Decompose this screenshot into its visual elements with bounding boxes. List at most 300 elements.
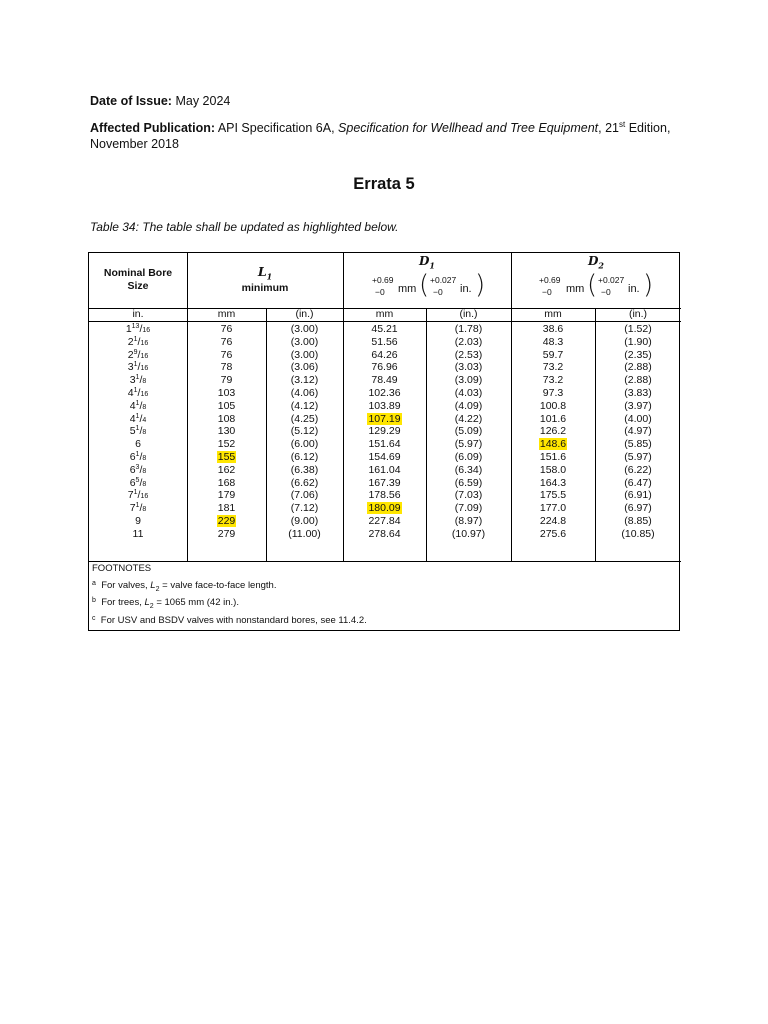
d2-tol-mm-minus: −0	[542, 287, 552, 297]
d2-mm-cell	[511, 528, 595, 541]
l1-in-value: (4.12)	[290, 399, 319, 412]
d2-mm-cell	[511, 374, 595, 387]
footnote-a-sub: 2	[155, 585, 160, 593]
d2-mm-value: 275.6	[539, 527, 567, 540]
footnote-c-mark: c	[92, 615, 96, 622]
nominal-whole: 2	[127, 348, 134, 361]
d2-in-value: (1.90)	[624, 335, 652, 348]
fraction-slash: /	[139, 425, 143, 438]
d1-mm-cell	[343, 502, 426, 515]
d2-tol-in-plus: +0.027	[598, 275, 625, 285]
d1-in-value: (2.03)	[454, 335, 483, 348]
column-d2-mm	[511, 323, 595, 541]
l1-mm-cell	[187, 515, 266, 528]
nominal-denominator: 8	[142, 429, 147, 437]
d1-mm-cell	[343, 413, 426, 426]
nominal-whole: 4	[129, 399, 136, 412]
d1-in-cell	[426, 489, 511, 502]
l1-mm-cell	[187, 336, 266, 349]
column-d2-in	[595, 323, 681, 541]
l1-in-cell	[266, 323, 343, 336]
l1-mm-cell	[187, 425, 266, 438]
nominal-header-line2: Size	[127, 280, 149, 292]
nominal-whole: 6	[135, 438, 141, 451]
l1-mm-value: 179	[217, 489, 236, 502]
d1-tol-in-unit: in.	[460, 283, 472, 295]
nominal-denominator: 8	[142, 506, 147, 514]
nominal-denominator: 16	[142, 327, 151, 334]
d2-mm-cell	[511, 477, 595, 490]
d2-mm-value: 59.7	[542, 348, 564, 361]
d1-in-value: (6.09)	[454, 450, 483, 463]
d1-mm-cell	[343, 374, 426, 387]
nominal-bore-cell	[89, 477, 187, 490]
d2-mm-value: 175.5	[539, 489, 567, 502]
nominal-numerator: 3	[135, 463, 140, 471]
l1-mm-cell	[187, 489, 266, 502]
d2-in-cell	[595, 361, 681, 374]
d1-in-value: (5.97)	[454, 438, 483, 451]
publication-title: Specification for Wellhead and Tree Equipment	[338, 121, 599, 135]
footnote-a	[92, 580, 276, 593]
fraction-slash: /	[137, 489, 141, 502]
date-of-issue	[90, 93, 230, 109]
l1-in-cell	[266, 361, 343, 374]
date-of-issue-label: Date of Issue:	[90, 94, 172, 108]
publication-edition-num: 21	[605, 121, 619, 135]
nominal-bore-cell	[89, 413, 187, 426]
d1-in-value: (4.22)	[454, 412, 483, 425]
nominal-numerator: 1	[135, 412, 140, 420]
d2-mm-value: 224.8	[539, 514, 567, 527]
nominal-denominator: 16	[140, 352, 149, 360]
l1-in-value: (9.00)	[290, 514, 319, 527]
d2-sub: 2	[598, 260, 604, 271]
l1-in-cell	[266, 349, 343, 362]
l1-mm-cell	[187, 502, 266, 515]
date-of-issue-value: May 2024	[175, 94, 231, 108]
d1-mm-value: 151.64	[368, 438, 401, 451]
fraction-slash: /	[139, 476, 143, 489]
d1-in-value: (7.03)	[454, 489, 483, 502]
l1-mm-value: 76	[220, 348, 233, 361]
d1-mm-value: 167.39	[368, 476, 401, 489]
nominal-whole: 11	[132, 527, 144, 540]
footnotes-label: FOOTNOTES	[92, 563, 152, 574]
d1-mm-cell	[343, 387, 426, 400]
l1-in-cell	[266, 502, 343, 515]
nominal-denominator: 8	[142, 454, 147, 462]
d2-symbol: D	[588, 254, 599, 268]
d2-in-cell	[595, 464, 681, 477]
column-d1-mm	[343, 323, 426, 541]
d2-mm-cell	[511, 464, 595, 477]
d1-paren-close: )	[475, 270, 486, 300]
d1-in-cell	[426, 451, 511, 464]
d2-in-value: (1.52)	[624, 323, 652, 335]
nominal-numerator: 1	[135, 502, 140, 510]
d1-in-cell	[426, 502, 511, 515]
d2-mm-value: 38.6	[542, 323, 564, 335]
column-l1-in	[266, 323, 343, 541]
d1-mm-value: 78.49	[371, 374, 398, 387]
l1-in-cell	[266, 477, 343, 490]
nominal-bore-cell	[89, 515, 187, 528]
d1-mm-value: 178.56	[368, 489, 401, 502]
fraction-slash: /	[137, 386, 141, 399]
fraction-slash: /	[137, 348, 141, 361]
column-d1-in	[426, 323, 511, 541]
d2-mm-value: 73.2	[542, 374, 564, 387]
l1-mm-value: 155	[217, 450, 236, 463]
fraction-slash: /	[137, 361, 141, 374]
d1-in-value: (6.59)	[454, 476, 483, 489]
nominal-whole: 4	[129, 412, 136, 425]
nominal-whole: 6	[129, 463, 136, 476]
l1-mm-cell	[187, 528, 266, 541]
l1-in-value: (6.00)	[290, 438, 319, 451]
d2-in-cell	[595, 528, 681, 541]
d2-in-value: (2.88)	[624, 361, 652, 374]
d2-mm-value: 48.3	[542, 335, 564, 348]
d2-in-value: (4.00)	[624, 412, 652, 425]
footnote-b-pre: For trees,	[101, 597, 142, 608]
d1-in-cell	[426, 477, 511, 490]
d2-in-cell	[595, 451, 681, 464]
nominal-bore-cell	[89, 349, 187, 362]
d2-tol-in-unit: in.	[628, 283, 640, 295]
l1-in-value: (6.62)	[290, 476, 319, 489]
l1-in-cell	[266, 374, 343, 387]
l1-mm-cell	[187, 361, 266, 374]
d1-tol-mm	[372, 274, 394, 298]
publication-date: November 2018	[90, 137, 179, 151]
nominal-denominator: 8	[142, 378, 147, 386]
d1-in-value: (4.03)	[454, 386, 483, 399]
d1-in-value: (6.34)	[454, 463, 483, 476]
unit-nominal: in.	[132, 308, 144, 320]
d1-tol-in-plus: +0.027	[430, 275, 457, 285]
d2-in-cell	[595, 336, 681, 349]
nominal-denominator: 16	[140, 390, 149, 398]
l1-mm-cell	[187, 451, 266, 464]
l1-in-value: (4.25)	[290, 412, 319, 425]
unit-l1-mm: mm	[217, 308, 236, 320]
d2-in-cell	[595, 374, 681, 387]
fraction-slash: /	[139, 412, 143, 425]
l1-mm-cell	[187, 374, 266, 387]
footnote-c-text: For USV and BSDV valves with nonstandard bores, see 11.4.2.	[100, 615, 367, 626]
d1-in-value: (5.09)	[454, 425, 483, 438]
nominal-whole: 1	[125, 323, 132, 335]
d1-in-cell	[426, 515, 511, 528]
nominal-numerator: 5	[135, 476, 140, 484]
d1-in-value: (8.97)	[454, 514, 483, 527]
d2-tol-mm	[539, 274, 561, 298]
nominal-bore-cell	[89, 387, 187, 400]
d1-mm-value: 107.19	[368, 412, 401, 425]
nominal-bore-cell	[89, 489, 187, 502]
nominal-numerator: 1	[133, 386, 138, 394]
d2-in-value: (4.97)	[624, 425, 652, 438]
d2-mm-value: 73.2	[542, 361, 564, 374]
d1-in-cell	[426, 413, 511, 426]
unit-d2-in: (in.)	[628, 308, 648, 320]
d2-tol-in	[598, 274, 624, 298]
d1-in-cell	[426, 349, 511, 362]
d1-in-value: (1.78)	[454, 323, 483, 335]
d2-in-cell	[595, 425, 681, 438]
rule-units-bottom	[89, 321, 681, 322]
d2-mm-value: 148.6	[539, 438, 567, 451]
l1-mm-value: 76	[220, 323, 233, 335]
d2-mm-cell	[511, 502, 595, 515]
nominal-denominator: 4	[142, 416, 147, 424]
nominal-denominator: 8	[142, 467, 147, 475]
l1-in-value: (3.12)	[290, 374, 319, 387]
nominal-bore-cell	[89, 502, 187, 515]
d2-in-cell	[595, 477, 681, 490]
d1-mm-cell	[343, 336, 426, 349]
l1-mm-value: 168	[217, 476, 236, 489]
d2-in-cell	[595, 387, 681, 400]
d1-mm-value: 161.04	[368, 463, 401, 476]
d1-in-value: (4.09)	[454, 399, 483, 412]
l1-in-cell	[266, 451, 343, 464]
fraction-slash: /	[139, 323, 143, 335]
l1-in-value: (5.12)	[290, 425, 319, 438]
d2-mm-value: 177.0	[539, 502, 567, 515]
nominal-numerator: 1	[133, 361, 138, 369]
d1-in-value: (10.97)	[451, 527, 486, 540]
d2-mm-cell	[511, 387, 595, 400]
d2-mm-cell	[511, 515, 595, 528]
l1-mm-value: 105	[217, 399, 236, 412]
l1-in-cell	[266, 425, 343, 438]
l1-mm-value: 229	[217, 514, 236, 527]
d1-in-cell	[426, 387, 511, 400]
d2-in-value: (2.35)	[624, 348, 652, 361]
d2-tol-in-minus: −0	[601, 287, 611, 297]
l1-mm-value: 76	[220, 335, 233, 348]
footnote-a-sym: L	[150, 580, 156, 591]
d1-mm-value: 45.21	[371, 323, 398, 335]
nominal-bore-header	[89, 267, 187, 293]
d1-in-cell	[426, 336, 511, 349]
nominal-whole: 7	[129, 502, 136, 515]
d1-tol-in	[430, 274, 456, 298]
fraction-slash: /	[139, 463, 143, 476]
nominal-bore-cell	[89, 361, 187, 374]
unit-d1-in: (in.)	[459, 308, 478, 320]
d2-mm-cell	[511, 489, 595, 502]
l1-in-value: (3.00)	[290, 348, 319, 361]
d1-in-cell	[426, 361, 511, 374]
d1-paren-open: (	[419, 270, 430, 300]
d2-paren-close: )	[643, 270, 654, 300]
l1-in-cell	[266, 400, 343, 413]
d2-mm-value: 101.6	[539, 412, 567, 425]
l1-mm-value: 103	[217, 386, 236, 399]
d2-in-cell	[595, 349, 681, 362]
d1-mm-cell	[343, 489, 426, 502]
nominal-whole: 5	[129, 425, 136, 438]
l1-in-cell	[266, 515, 343, 528]
d2-mm-cell	[511, 361, 595, 374]
d1-in-cell	[426, 464, 511, 477]
nominal-bore-cell	[89, 374, 187, 387]
d2-in-value: (6.97)	[624, 502, 652, 515]
l1-mm-cell	[187, 387, 266, 400]
nominal-denominator: 16	[140, 493, 149, 501]
d1-mm-cell	[343, 349, 426, 362]
l1-in-cell	[266, 438, 343, 451]
d2-in-cell	[595, 400, 681, 413]
l1-in-value: (11.00)	[288, 527, 321, 540]
footnote-a-mark: a	[92, 580, 96, 587]
l1-mm-cell	[187, 400, 266, 413]
d2-in-value: (8.85)	[624, 514, 652, 527]
d1-mm-cell	[343, 477, 426, 490]
column-nominal-bore	[89, 323, 187, 541]
d1-mm-cell	[343, 323, 426, 336]
affected-publication-label: Affected Publication:	[90, 121, 216, 135]
l1-mm-value: 78	[220, 361, 233, 374]
affected-publication: Affected Publication: API Specification 6A, Specification for Wellhead and Tree Equipment, 21st Edition, November 2018	[90, 120, 671, 151]
d1-mm-value: 102.36	[368, 386, 401, 399]
d1-header-symbol	[343, 254, 511, 270]
d1-in-value: (3.03)	[454, 361, 483, 374]
nominal-numerator: 13	[131, 323, 140, 330]
d2-in-cell	[595, 438, 681, 451]
nominal-numerator: 1	[135, 399, 140, 407]
d1-sub: 1	[429, 260, 435, 271]
d1-mm-cell	[343, 438, 426, 451]
nominal-whole: 3	[127, 361, 134, 374]
nominal-bore-cell	[89, 528, 187, 541]
unit-l1-in: (in.)	[295, 308, 314, 320]
footnote-b	[92, 597, 239, 610]
l1-in-value: (6.38)	[290, 463, 319, 476]
nominal-numerator: 1	[135, 374, 140, 382]
l1-in-cell	[266, 413, 343, 426]
l1-mm-cell	[187, 323, 266, 336]
d1-mm-value: 76.96	[371, 361, 398, 374]
d2-mm-value: 164.3	[539, 476, 567, 489]
l1-mm-cell	[187, 477, 266, 490]
d2-mm-cell	[511, 451, 595, 464]
fraction-slash: /	[137, 335, 141, 348]
d1-in-value: (3.09)	[454, 374, 483, 387]
d1-mm-cell	[343, 361, 426, 374]
d1-tol-mm-plus: +0.69	[372, 275, 394, 285]
footnote-b-mark: b	[92, 597, 96, 604]
d1-mm-cell	[343, 515, 426, 528]
publication-edition-sup: st	[619, 120, 626, 129]
d2-in-value: (5.85)	[624, 438, 652, 451]
nominal-bore-cell	[89, 400, 187, 413]
nominal-denominator: 16	[140, 365, 149, 373]
d1-mm-value: 227.84	[368, 514, 401, 527]
d2-mm-value: 97.3	[542, 386, 564, 399]
d1-in-cell	[426, 374, 511, 387]
d1-tol-mm-unit: mm	[398, 283, 417, 295]
d2-in-cell	[595, 489, 681, 502]
l1-mm-value: 108	[217, 412, 236, 425]
l1-in-value: (3.00)	[290, 335, 319, 348]
l1-mm-cell	[187, 438, 266, 451]
d2-mm-cell	[511, 425, 595, 438]
nominal-whole: 4	[127, 386, 134, 399]
d2-mm-value: 151.6	[539, 450, 567, 463]
unit-d2-mm: mm	[544, 308, 562, 320]
d2-in-value: (2.88)	[624, 374, 652, 387]
footnote-b-sym: L	[144, 597, 150, 608]
table-caption: Table 34: The table shall be updated as highlighted below.	[90, 220, 399, 234]
l1-minimum-label: minimum	[241, 282, 289, 294]
nominal-whole: 9	[135, 514, 141, 527]
nominal-bore-cell	[89, 438, 187, 451]
nominal-whole: 6	[129, 476, 136, 489]
rule-body-bottom	[89, 561, 681, 562]
d2-in-value: (6.22)	[624, 463, 652, 476]
d1-in-value: (2.53)	[454, 348, 483, 361]
d2-in-value: (6.91)	[624, 489, 652, 502]
d2-in-value: (10.85)	[621, 527, 655, 540]
d2-in-value: (5.97)	[624, 450, 652, 463]
nominal-header-line1: Nominal Bore	[103, 267, 173, 279]
l1-mm-cell	[187, 464, 266, 477]
d2-in-value: (3.97)	[624, 399, 652, 412]
d2-mm-cell	[511, 336, 595, 349]
nominal-denominator: 8	[142, 480, 147, 488]
l1-in-value: (7.12)	[290, 502, 319, 515]
nominal-numerator: 1	[135, 425, 140, 433]
nominal-numerator: 9	[133, 348, 138, 356]
footnote-a-post: = valve face-to-face length.	[162, 580, 277, 591]
nominal-bore-cell	[89, 323, 187, 336]
d2-in-cell	[595, 502, 681, 515]
d1-tol-in-minus: −0	[433, 287, 443, 297]
nominal-bore-cell	[89, 451, 187, 464]
d1-mm-cell	[343, 528, 426, 541]
l1-symbol: L	[257, 264, 267, 279]
fraction-slash: /	[139, 450, 143, 463]
d1-mm-value: 64.26	[371, 348, 398, 361]
d2-mm-cell	[511, 349, 595, 362]
d2-in-value: (6.47)	[624, 476, 652, 489]
nominal-whole: 7	[127, 489, 134, 502]
fraction-slash: /	[139, 374, 143, 387]
d1-in-value: (7.09)	[454, 502, 483, 515]
d2-mm-cell	[511, 438, 595, 451]
d2-mm-value: 158.0	[539, 463, 567, 476]
l1-in-cell	[266, 489, 343, 502]
l1-mm-value: 152	[217, 438, 236, 451]
d1-mm-value: 154.69	[368, 450, 401, 463]
footnote-c	[92, 615, 367, 626]
nominal-whole: 6	[129, 450, 136, 463]
fraction-slash: /	[139, 502, 143, 515]
l1-in-value: (4.06)	[290, 386, 319, 399]
d1-mm-value: 129.29	[368, 425, 401, 438]
d2-mm-value: 100.8	[539, 399, 567, 412]
l1-mm-value: 279	[217, 527, 236, 540]
d1-mm-cell	[343, 400, 426, 413]
nominal-bore-cell	[89, 464, 187, 477]
nominal-numerator: 1	[133, 335, 138, 343]
nominal-bore-cell	[89, 336, 187, 349]
